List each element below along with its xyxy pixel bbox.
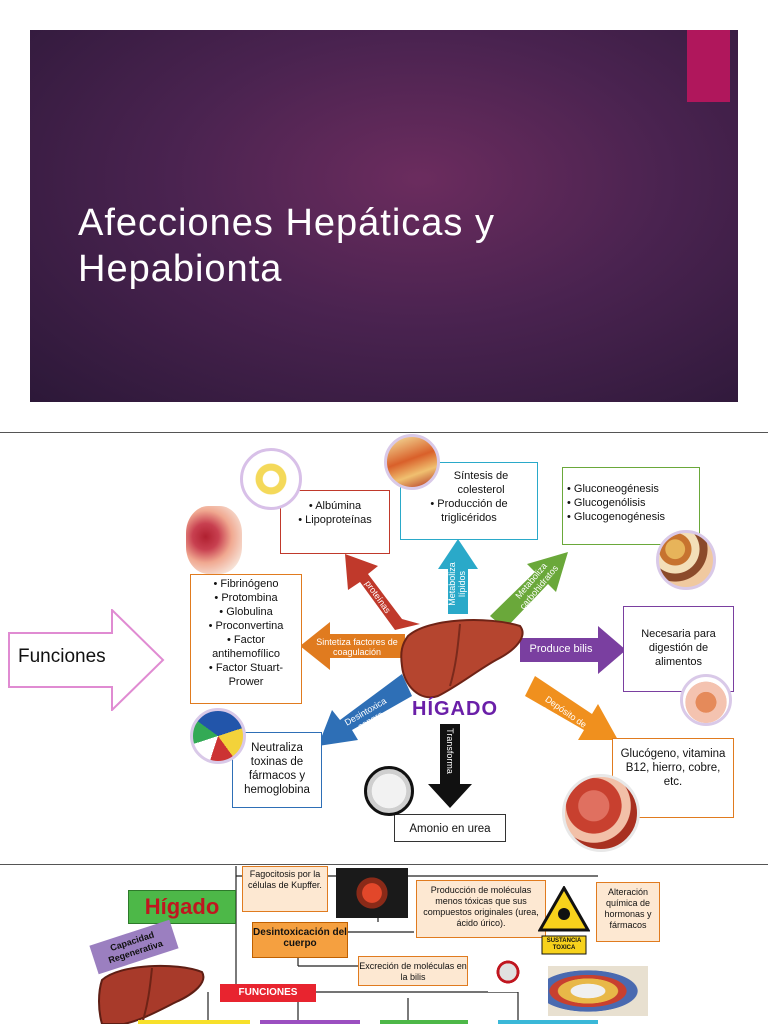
fagocitosis-box: Fagocitosis por la células de Kupffer. xyxy=(242,866,328,912)
transforma-label: Transforma xyxy=(445,728,455,774)
colesterol-item: • Producción de triglicéridos xyxy=(405,497,533,525)
carbohidratos-item: • Glucogenólisis xyxy=(567,496,695,510)
amonio-text: Amonio en urea xyxy=(409,823,491,835)
desintoxicacion-box: Desintoxicación del cuerpo xyxy=(252,922,348,958)
colesterol-title: Síntesis de colesterol xyxy=(453,470,509,496)
donuts-image xyxy=(656,530,716,590)
liver-icon xyxy=(96,962,206,1024)
funciones-label: Funciones xyxy=(18,646,106,667)
produce-bilis-label: Produce bilis xyxy=(529,643,593,655)
deposito-text: Glucógeno, vitamina B12, hierro, cobre, etc. xyxy=(620,748,726,788)
bottom-box-yellow xyxy=(138,1020,250,1024)
coagulacion-item: • Protombina xyxy=(195,591,297,605)
metaboliza-lipidos-label: Metaboliza lípidos xyxy=(447,562,467,606)
coagulacion-item: • Factor Stuart-Prower xyxy=(195,661,297,689)
proteinas-box xyxy=(280,490,390,554)
functions-slide xyxy=(0,434,768,864)
artery-image xyxy=(384,434,440,490)
sintetiza-factores-label: Sintetiza factores de coagulación xyxy=(316,637,398,657)
coagulacion-box xyxy=(190,574,302,704)
higado-summary-slide xyxy=(88,866,660,1024)
higado-center-label: HÍGADO xyxy=(412,698,498,720)
bilis-text: Necesaria para digestión de alimentos xyxy=(641,628,716,668)
coagulacion-item: • Globulina xyxy=(195,605,297,619)
stomach-image xyxy=(680,674,732,726)
slide-separator xyxy=(0,432,768,433)
title-slide xyxy=(30,30,738,402)
ammonia-image xyxy=(364,766,414,816)
carbohidratos-item: • Glucogenogénesis xyxy=(567,510,695,524)
sintetiza-proteinas-label: Sintetiza proteínas xyxy=(363,574,401,616)
amonio-box xyxy=(394,814,506,842)
coagulacion-item: • Fibrinógeno xyxy=(195,577,297,591)
slide-title-line2: Hepabionta xyxy=(78,248,283,290)
higado-title: Hígado xyxy=(128,890,236,924)
liver-icon xyxy=(398,616,528,702)
bottom-box-cyan xyxy=(498,1020,598,1024)
toxinas-text: Neutraliza toxinas de fármacos y hemoglobina xyxy=(244,742,310,796)
bottom-box-green xyxy=(380,1020,468,1024)
pills-image xyxy=(190,708,246,764)
kupffer-cell-image xyxy=(336,868,408,918)
excrecion-box: Excreción de moléculas en la bilis xyxy=(358,956,468,986)
coagulacion-item: • Factor antihemofílico xyxy=(195,633,297,661)
sustancia-toxica-label: SUSTANCIA TOXICA xyxy=(546,938,582,951)
alteracion-box: Alteración química de hormonas y fármacos xyxy=(596,882,660,942)
proteinas-item: • Albúmina xyxy=(285,499,385,513)
toxinas-box xyxy=(232,732,322,808)
proteinas-item: • Lipoproteínas xyxy=(285,513,385,527)
deposito-label: Depósito de sustancias xyxy=(539,694,589,737)
slide-separator xyxy=(0,864,768,865)
meat-image xyxy=(562,774,640,852)
accent-tab xyxy=(687,30,730,102)
coagulacion-item: • Proconvertina xyxy=(195,619,297,633)
desintoxica-label: Desintoxica sangre xyxy=(342,695,389,732)
bottom-box-purple xyxy=(260,1020,360,1024)
produccion-box: Producción de moléculas menos tóxicas que sus compuestos originales (urea, ácido úrico). xyxy=(416,880,546,938)
capacidad-regenerativa: Capacidad Regenerativa xyxy=(89,920,178,974)
slide-title xyxy=(78,200,678,292)
pill-bottle-image xyxy=(488,952,528,992)
slide-title-line1: Afecciones Hepáticas y xyxy=(78,202,495,244)
carbohidratos-item: • Gluconeogénesis xyxy=(567,482,695,496)
pancreas-image xyxy=(186,506,242,574)
pills-image xyxy=(548,966,648,1016)
protein-cell-image xyxy=(240,448,302,510)
metaboliza-carbohidratos-label: Metaboliza carbohidratos xyxy=(513,560,561,612)
funciones-box: FUNCIONES xyxy=(220,984,316,1002)
